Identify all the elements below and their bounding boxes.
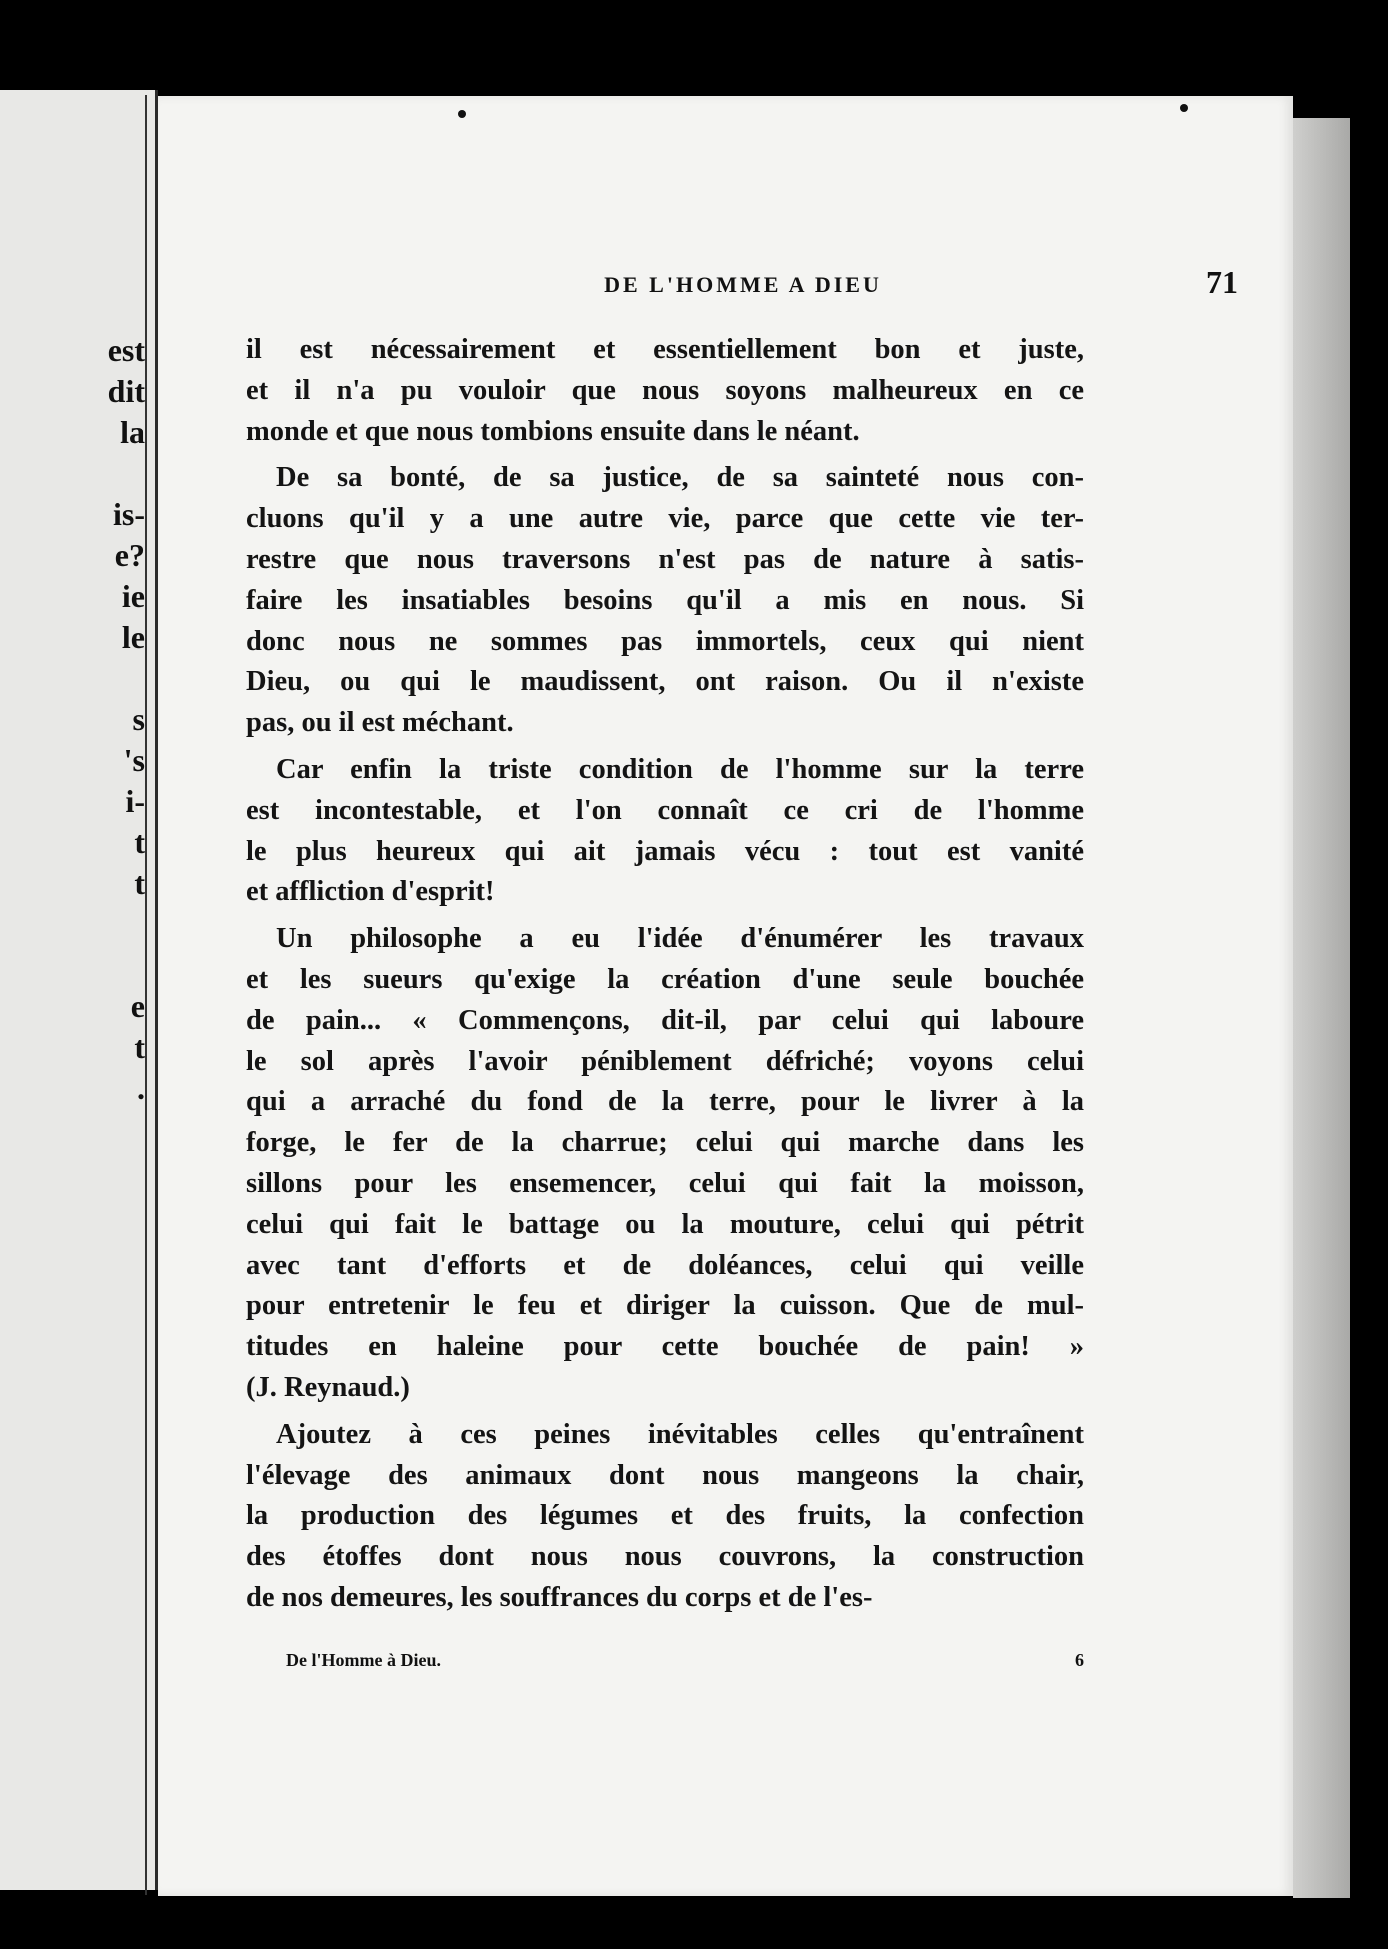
left-page-fragment: . (137, 1070, 145, 1106)
paragraph (246, 1415, 1084, 1619)
left-page-text-fragments (108, 330, 145, 1109)
left-page-fragment: e (130, 988, 145, 1024)
left-page-fragment: est (107, 332, 145, 368)
paragraph (246, 919, 1084, 1409)
text-line: Un philosophe a eu l'idée d'énumérer les travaux (276, 923, 1084, 955)
left-page-fragment: t (134, 824, 145, 860)
text-line: pour entretenir le feu et diriger la cuisson. Que de mul- (246, 1290, 1084, 1322)
text-line: pas, ou il est méchant. (246, 707, 514, 739)
text-line: Dieu, ou qui le maudissent, ont raison. Ou il n'existe (246, 666, 1084, 698)
text-line: il est nécessairement et essentiellement bon et juste, (246, 334, 1084, 365)
page-number: 71 (1206, 264, 1238, 300)
text-line: cluons qu'il y a une autre vie, parce que cette vie ter- (246, 503, 1084, 535)
text-line: donc nous ne sommes pas immortels, ceux qui nient (246, 625, 1084, 657)
left-page-fragment (108, 945, 145, 986)
left-page-fragment: s (132, 701, 145, 737)
text-line: l'élevage des animaux dont nous mangeons la chair, (246, 1459, 1084, 1491)
signature-number: 6 (1075, 1650, 1084, 1670)
left-page-fragment: 's (123, 742, 145, 778)
gutter-line (145, 95, 147, 1895)
left-page-fragment (108, 904, 145, 945)
text-line: monde et que nous tombions ensuite dans le néant. (246, 415, 860, 447)
left-page-fragment: i- (125, 783, 145, 819)
text-line: restre que nous traversons n'est pas de nature à satis- (246, 543, 1084, 575)
left-page-fragment (108, 453, 145, 494)
dust-speck (458, 110, 466, 118)
text-line: est incontestable, et l'on connaît ce cri de l'homme (246, 794, 1084, 826)
text-line: Car enfin la triste condition de l'homme sur la terre (276, 753, 1084, 785)
paragraph (246, 750, 1084, 913)
text-line: le sol après l'avoir péniblement défriché; voyons celui (246, 1045, 1084, 1077)
left-page-fragment: is- (113, 496, 145, 532)
text-line: celui qui fait le battage ou la mouture, celui qui pétrit (246, 1208, 1084, 1240)
body-text (246, 330, 1084, 1619)
text-line: Ajoutez à ces peines inévitables celles qu'entraînent (276, 1418, 1084, 1450)
text-line: avec tant d'efforts et de doléances, celui qui veille (246, 1249, 1084, 1281)
running-title: DE L'HOMME A DIEU (604, 272, 882, 297)
text-line: faire les insatiables besoins qu'il a mis en nous. Si (246, 584, 1084, 616)
text-line: et il n'a pu vouloir que nous soyons malheureux en ce (246, 374, 1084, 406)
paragraph (246, 458, 1084, 744)
book-page (158, 96, 1293, 1896)
signature-title: De l'Homme à Dieu. (286, 1650, 441, 1670)
text-line: le plus heureux qui ait jamais vécu : tout est vanité (246, 835, 1084, 867)
text-line: forge, le fer de la charrue; celui qui marche dans les (246, 1127, 1084, 1159)
dust-speck (1180, 104, 1188, 112)
text-line: titudes en haleine pour cette bouchée de pain! » (246, 1331, 1084, 1363)
left-facing-page (0, 90, 158, 1890)
left-page-fragment: dit (107, 373, 145, 409)
left-page-fragment: ie (121, 578, 145, 614)
running-head (248, 264, 1238, 308)
text-line: De sa bonté, de sa justice, de sa sainteté nous con- (276, 462, 1084, 494)
left-page-fragment: e? (114, 537, 145, 573)
text-line: (J. Reynaud.) (246, 1371, 410, 1403)
signature-line (286, 1650, 1084, 1671)
text-line: des étoffes dont nous nous couvrons, la construction (246, 1541, 1084, 1573)
left-page-fragment: le (121, 619, 145, 655)
left-page-fragment (108, 658, 145, 699)
paragraph (246, 330, 1084, 452)
right-page-edge (1293, 118, 1350, 1898)
text-line: et les sueurs qu'exige la création d'une seule bouchée (246, 963, 1084, 995)
left-page-fragment: la (120, 414, 145, 450)
text-line: la production des légumes et des fruits, la confection (246, 1500, 1084, 1532)
text-line: et affliction d'esprit! (246, 876, 495, 908)
text-line: qui a arraché du fond de la terre, pour le livrer à la (246, 1086, 1084, 1118)
text-line: de pain... « Commençons, dit-il, par celui qui laboure (246, 1004, 1084, 1036)
text-line: sillons pour les ensemencer, celui qui fait la moisson, (246, 1167, 1084, 1199)
left-page-fragment: t (134, 1029, 145, 1065)
text-line: de nos demeures, les souffrances du corps et de l'es- (246, 1581, 873, 1613)
left-page-fragment: t (134, 865, 145, 901)
